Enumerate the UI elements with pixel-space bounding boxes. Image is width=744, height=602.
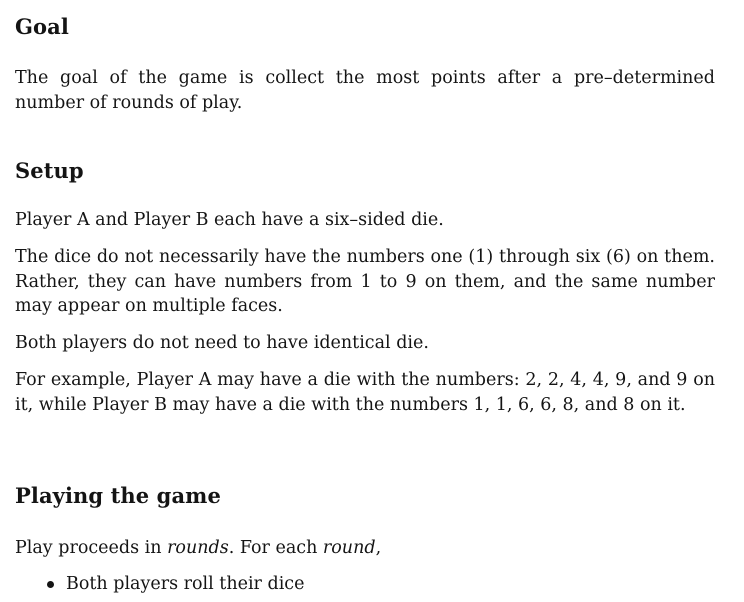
- goal-paragraph: The goal of the game is collect the most points after a pre–determined number of rounds of play.: [15, 68, 715, 113]
- playing-intro: [15, 536, 715, 561]
- setup-paragraph-example: For example, Player A may have a die with the numbers: 2, 2, 4, 4, 9, and 9 on it, while Player B may have a die with the numbers 1, 1, 6, 6, 8, and 8 on it.: [15, 370, 715, 415]
- goal-heading: Goal: [15, 14, 69, 39]
- intro-suffix: ,: [375, 538, 382, 558]
- intro-rounds-term: rounds: [167, 538, 229, 558]
- intro-round-term: round: [322, 538, 376, 558]
- setup-paragraph-dice: Player A and Player B each have a six–sided die.: [15, 210, 444, 230]
- setup-paragraph-numbers: The dice do not necessarily have the numbers one (1) through six (6) on them. Rather, they can have numbers from 1 to 9 on them, and the same number may appear on multiple faces.: [15, 247, 715, 316]
- bullet-icon: [47, 581, 54, 588]
- list-item-text: Both players roll their dice: [66, 574, 305, 594]
- intro-mid: . For each: [228, 538, 323, 558]
- playing-steps-list: [15, 572, 715, 597]
- playing-heading: Playing the game: [15, 483, 221, 508]
- list-item: [15, 572, 715, 597]
- intro-prefix: Play proceeds in: [15, 538, 168, 558]
- setup-paragraph-identical: Both players do not need to have identical die.: [15, 333, 429, 353]
- setup-heading: Setup: [15, 158, 84, 183]
